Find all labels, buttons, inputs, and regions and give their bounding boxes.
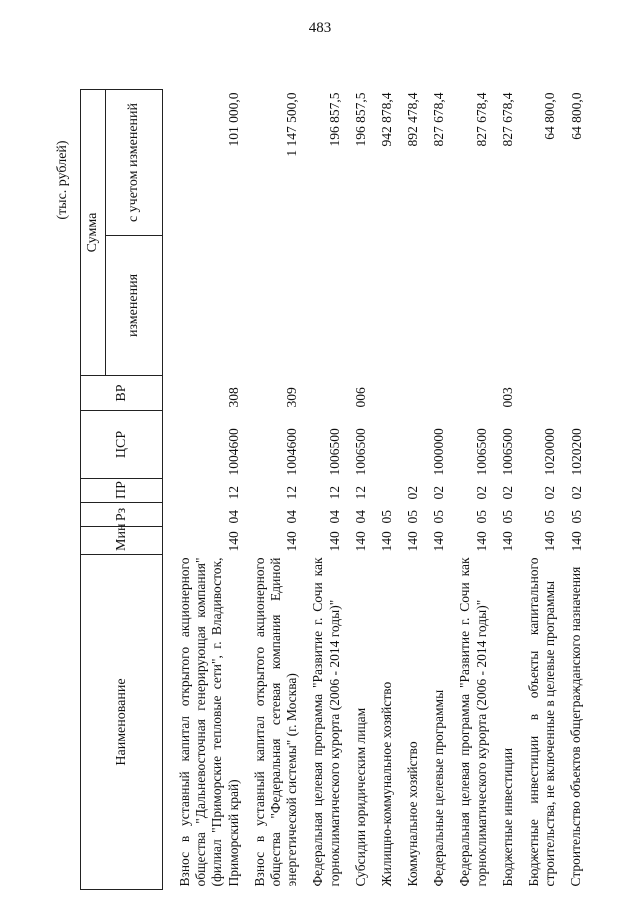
row-pr: 12 (225, 486, 241, 500)
row-vr (518, 376, 560, 411)
row-name: Взнос в уставный капитал открытого акционерного общества "Дальневосточная генерирующая компания" (филиал "Приморские тепловые сети", г. Владивосток, Приморский край) (177, 557, 241, 887)
table-row (345, 90, 371, 890)
row-total: 827 678,4 (473, 92, 489, 147)
table-row (560, 90, 586, 890)
header-summa: Сумма (81, 90, 106, 376)
row-csr: 1006500 (352, 428, 368, 476)
row-rz: 04 (284, 510, 300, 524)
table-row (244, 90, 303, 890)
row-name: Взнос в уставный капитал открытого акционерного общества "Федеральная сетевая компания Единой энергетической системы" (г. Москва) (251, 557, 300, 887)
table-row (423, 90, 449, 890)
row-izmeneniya (560, 236, 586, 376)
row-min: 140 (326, 531, 342, 552)
row-pr: 02 (542, 486, 558, 500)
row-vr (560, 376, 586, 411)
row-total: 892 478,4 (405, 92, 421, 147)
row-vr (371, 376, 397, 411)
row-vr: 309 (284, 387, 300, 408)
row-rz: 04 (225, 510, 241, 524)
budget-table (80, 89, 587, 890)
row-total: 64 800,0 (568, 92, 584, 140)
row-rz: 05 (500, 510, 515, 524)
row-min: 140 (284, 531, 300, 552)
row-name: Бюджетные инвестиции (499, 747, 515, 887)
row-min: 140 (352, 531, 368, 552)
row-vr (449, 376, 491, 411)
row-pr: 02 (431, 486, 447, 500)
row-izmeneniya (449, 236, 491, 376)
row-csr: 1020200 (568, 428, 584, 476)
row-min: 140 (473, 531, 489, 552)
row-name: Федеральная целевая программа "Развитие г. Сочи как горноклиматического курорта (2006 - 2014 годы)" (310, 557, 342, 887)
row-csr: 1004600 (284, 428, 300, 476)
row-rz: 05 (405, 510, 421, 524)
row-pr: 12 (284, 486, 300, 500)
row-min: 140 (379, 531, 395, 552)
row-total: 101 000,0 (225, 92, 241, 147)
row-csr: 1000000 (431, 428, 447, 476)
row-min: 140 (500, 531, 515, 552)
row-csr: 1006500 (326, 428, 342, 476)
row-vr (302, 376, 344, 411)
header-name: Наименование (81, 555, 163, 890)
row-izmeneniya (397, 236, 423, 376)
header-pr: ПР (81, 479, 163, 503)
row-name: Федеральные целевые программы (431, 689, 447, 887)
row-pr: 02 (473, 486, 489, 500)
table-body (163, 90, 587, 890)
row-total: 196 857,5 (326, 92, 342, 147)
header-rz: Рз (81, 503, 163, 527)
row-pr (371, 479, 397, 503)
row-csr: 1006500 (473, 428, 489, 476)
row-name: Федеральная целевая программа "Развитие г. Сочи как горноклиматического курорта (2006 - 2014 годы)" (457, 557, 489, 887)
row-pr: 02 (405, 486, 421, 500)
row-csr: 1020000 (542, 428, 558, 476)
row-izmeneniya (423, 236, 449, 376)
table-row (449, 90, 491, 890)
row-izmeneniya (371, 236, 397, 376)
row-total: 64 800,0 (542, 92, 558, 140)
row-min: 140 (405, 531, 421, 552)
row-name: Строительство объектов общегражданского назначения (568, 566, 584, 887)
row-vr: 003 (500, 387, 515, 408)
table-row (302, 90, 344, 890)
row-izmeneniya (163, 236, 244, 376)
row-rz: 05 (431, 510, 447, 524)
row-min: 140 (568, 531, 584, 552)
row-vr: 308 (225, 387, 241, 408)
header-s-uchetom: с учетом изменений (106, 90, 163, 236)
row-total: 942 878,4 (379, 92, 395, 147)
table-row (518, 90, 560, 890)
row-vr (397, 376, 423, 411)
row-name: Коммунальное хозяйство (405, 741, 421, 887)
row-min: 140 (431, 531, 447, 552)
rotated-budget-table-page (10, 0, 584, 900)
row-pr: 02 (500, 486, 515, 500)
row-name: Субсидии юридическим лицам (352, 707, 368, 887)
table-row (492, 90, 518, 890)
row-rz: 04 (352, 510, 368, 524)
row-izmeneniya (518, 236, 560, 376)
row-rz: 05 (542, 510, 558, 524)
row-pr: 02 (568, 486, 584, 500)
row-name: Жилищно-коммунальное хозяйство (378, 681, 394, 887)
row-vr: 006 (352, 387, 368, 408)
row-csr (397, 411, 423, 479)
row-pr: 12 (352, 486, 368, 500)
header-csr: ЦСР (81, 411, 163, 479)
row-name: Бюджетные инвестиции в объекты капитального строительства, не включенные в целевые программы (526, 557, 558, 887)
row-izmeneniya (345, 236, 371, 376)
header-min: Мин (81, 527, 163, 555)
row-total: 827 678,4 (431, 92, 447, 147)
row-csr: 1004600 (225, 428, 241, 476)
row-rz: 05 (473, 510, 489, 524)
table-row (163, 90, 244, 890)
row-csr (371, 411, 397, 479)
row-rz: 04 (326, 510, 342, 524)
header-vr: ВР (81, 376, 163, 411)
row-izmeneniya (244, 236, 303, 376)
units-note: (тыс. рублей) (55, 140, 70, 220)
row-csr: 1006500 (500, 428, 515, 476)
page-number: 483 (308, 20, 332, 36)
row-rz: 05 (568, 510, 584, 524)
row-rz: 05 (379, 510, 395, 524)
table-row (397, 90, 423, 890)
row-min: 140 (542, 531, 558, 552)
row-min: 140 (225, 531, 241, 552)
row-total: 1 147 500,0 (284, 92, 300, 157)
row-total: 196 857,5 (352, 92, 368, 147)
header-izmeneniya: изменения (106, 236, 163, 376)
row-total: 827 678,4 (500, 92, 515, 147)
row-vr (423, 376, 449, 411)
row-izmeneniya (302, 236, 344, 376)
row-izmeneniya (492, 236, 518, 376)
row-pr: 12 (326, 486, 342, 500)
table-row (371, 90, 397, 890)
